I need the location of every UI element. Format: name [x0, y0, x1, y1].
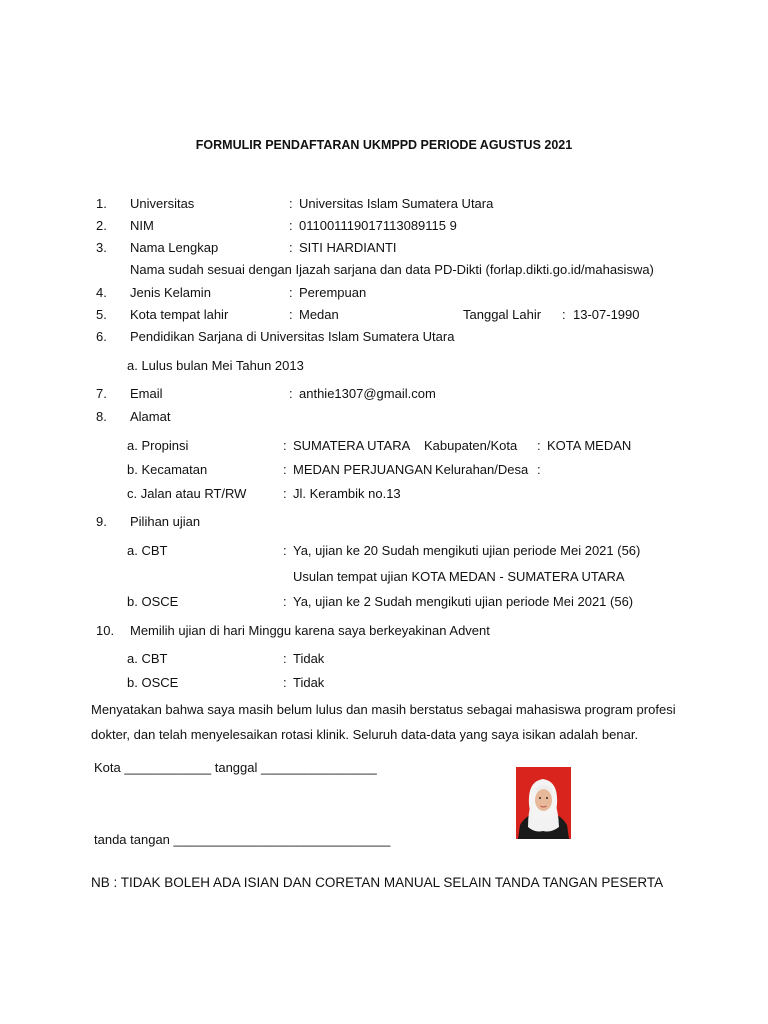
- colon: :: [289, 196, 293, 211]
- item-number: 4.: [96, 285, 107, 300]
- email-label: Email: [130, 386, 163, 401]
- tempat-lahir-value: Medan: [299, 307, 339, 322]
- minggu-cbt-label: a. CBT: [127, 651, 168, 666]
- jalan-label: c. Jalan atau RT/RW: [127, 486, 247, 501]
- colon: :: [283, 594, 287, 609]
- pilihan-cbt-value: Ya, ujian ke 20 Sudah mengikuti ujian periode Mei 2021 (56): [293, 543, 641, 558]
- pendidikan-label: Pendidikan Sarjana di Universitas Islam Sumatera Utara: [130, 329, 455, 344]
- applicant-photo: [516, 767, 571, 839]
- statement-line-2: dokter, dan telah menyelesaikan rotasi klinik. Seluruh data-data yang saya isikan adalah benar.: [91, 727, 639, 742]
- item-number: 8.: [96, 409, 107, 424]
- tempat-lahir-label: Kota tempat lahir: [130, 307, 229, 322]
- email-value: anthie1307@gmail.com: [299, 386, 436, 401]
- kecamatan-value: MEDAN PERJUANGAN: [293, 462, 433, 477]
- tanggal-lahir-label: Tanggal Lahir: [463, 307, 542, 322]
- kota-tanggal-line: Kota ____________ tanggal ________________: [94, 760, 377, 775]
- jalan-value: Jl. Kerambik no.13: [293, 486, 401, 501]
- colon: :: [283, 543, 287, 558]
- minggu-osce-label: b. OSCE: [127, 675, 179, 690]
- kabupaten-value: KOTA MEDAN: [547, 438, 632, 453]
- pilihan-osce-label: b. OSCE: [127, 594, 179, 609]
- colon: :: [289, 285, 293, 300]
- usulan-tempat: Usulan tempat ujian KOTA MEDAN - SUMATERA UTARA: [293, 569, 625, 584]
- item-number: 2.: [96, 218, 107, 233]
- nim-label: NIM: [130, 218, 154, 233]
- nb-note: NB : TIDAK BOLEH ADA ISIAN DAN CORETAN MANUAL SELAIN TANDA TANGAN PESERTA: [91, 875, 664, 890]
- colon: :: [283, 675, 287, 690]
- colon: :: [562, 307, 566, 322]
- item-number: 7.: [96, 386, 107, 401]
- kecamatan-label: b. Kecamatan: [127, 462, 208, 477]
- propinsi-label: a. Propinsi: [127, 438, 189, 453]
- minggu-osce-value: Tidak: [293, 675, 325, 690]
- nama-label: Nama Lengkap: [130, 240, 219, 255]
- colon: :: [537, 438, 541, 453]
- jenis-kelamin-value: Perempuan: [299, 285, 367, 300]
- colon: :: [289, 307, 293, 322]
- pilihan-label: Pilihan ujian: [130, 514, 201, 529]
- universitas-label: Universitas: [130, 196, 195, 211]
- kelurahan-label: Kelurahan/Desa: [435, 462, 529, 477]
- item-number: 1.: [96, 196, 107, 211]
- item-number: 9.: [96, 514, 107, 529]
- colon: :: [537, 462, 541, 477]
- tanggal-lahir-value: 13-07-1990: [573, 307, 640, 322]
- minggu-label: Memilih ujian di hari Minggu karena saya berkeyakinan Advent: [130, 623, 490, 638]
- propinsi-value: SUMATERA UTARA: [293, 438, 411, 453]
- kabupaten-label: Kabupaten/Kota: [424, 438, 518, 453]
- pilihan-cbt-label: a. CBT: [127, 543, 168, 558]
- portrait-image: [516, 767, 571, 839]
- colon: :: [283, 462, 287, 477]
- colon: :: [283, 438, 287, 453]
- colon: :: [289, 386, 293, 401]
- colon: :: [283, 651, 287, 666]
- pilihan-osce-value: Ya, ujian ke 2 Sudah mengikuti ujian periode Mei 2021 (56): [293, 594, 634, 609]
- item-number: 10.: [96, 623, 115, 638]
- tanda-tangan-line: tanda tangan ______________________________: [94, 832, 391, 847]
- item-number: 6.: [96, 329, 107, 344]
- statement-line-1: Menyatakan bahwa saya masih belum lulus dan masih berstatus sebagai mahasiswa program profesi: [91, 702, 676, 717]
- colon: :: [289, 240, 293, 255]
- pendidikan-sub: a. Lulus bulan Mei Tahun 2013: [127, 358, 304, 373]
- minggu-cbt-value: Tidak: [293, 651, 325, 666]
- colon: :: [283, 486, 287, 501]
- nama-note: Nama sudah sesuai dengan Ijazah sarjana dan data PD-Dikti (forlap.dikti.go.id/mahasiswa): [130, 262, 654, 277]
- form-title: FORMULIR PENDAFTARAN UKMPPD PERIODE AGUSTUS 2021: [195, 138, 573, 152]
- alamat-label: Alamat: [130, 409, 171, 424]
- item-number: 5.: [96, 307, 107, 322]
- colon: :: [289, 218, 293, 233]
- jenis-kelamin-label: Jenis Kelamin: [130, 285, 211, 300]
- nim-value: 011001119017113089115 9: [299, 218, 457, 233]
- nama-value: SITI HARDIANTI: [299, 240, 397, 255]
- universitas-value: Universitas Islam Sumatera Utara: [299, 196, 494, 211]
- item-number: 3.: [96, 240, 107, 255]
